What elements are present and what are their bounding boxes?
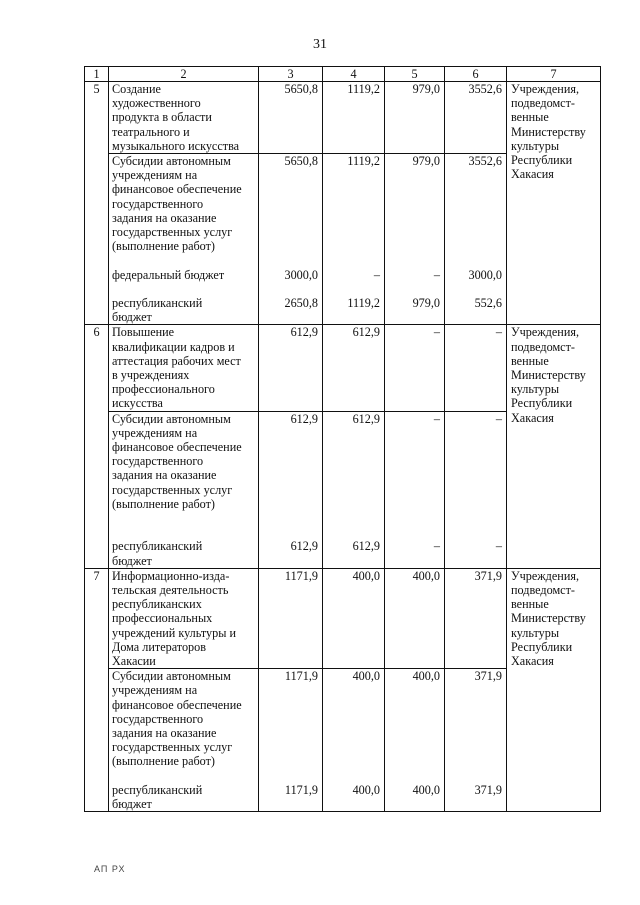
item-title — [109, 568, 259, 668]
text-line: Учреждения, — [511, 325, 579, 340]
text-line: финансовое обеспечение — [112, 697, 242, 712]
value-cell — [259, 669, 323, 812]
value-cell: 3552,6 — [445, 82, 507, 154]
table-row — [85, 82, 601, 154]
header-cell: 6 — [445, 67, 507, 82]
text-line: Дома литераторов — [112, 639, 206, 654]
subsidy-cell — [109, 411, 259, 568]
header-cell: 3 — [259, 67, 323, 82]
item-title — [109, 325, 259, 411]
value-cell — [385, 669, 445, 812]
value: 979,0 — [412, 154, 440, 169]
value-cell: – — [445, 325, 507, 411]
text-line: подведомст- — [511, 96, 575, 111]
value-cell: 371,9 — [445, 568, 507, 668]
text-line: театрального и — [112, 124, 190, 139]
text-line: аттестация рабочих мест — [112, 353, 241, 368]
value: – — [433, 411, 440, 426]
subsidy-cell — [109, 154, 259, 325]
value-cell: 612,9 — [259, 325, 323, 411]
text-line: культуры — [511, 382, 560, 397]
text-line: Учреждения, — [511, 82, 579, 96]
header-cell: 7 — [507, 67, 601, 82]
text-line: бюджет — [112, 553, 152, 568]
value-cell — [385, 411, 445, 568]
value: – — [495, 539, 502, 554]
text-line: Хакасия — [511, 410, 554, 425]
text-line: задания на оказание — [112, 468, 217, 483]
value-cell — [323, 669, 385, 812]
value-cell — [323, 154, 385, 325]
text-line: тельская деятельность — [112, 583, 229, 598]
item-title — [109, 82, 259, 154]
text-line: продукта в области — [112, 110, 212, 125]
text-line: подведомст- — [511, 339, 575, 354]
value-cell: 400,0 — [323, 568, 385, 668]
value: 3000,0 — [284, 267, 318, 282]
value: 3000,0 — [468, 267, 502, 282]
responsible-cell — [507, 82, 601, 325]
text-line: в учреждениях — [112, 368, 190, 383]
value: 400,0 — [352, 782, 380, 797]
value: – — [495, 411, 502, 426]
text-line: Субсидии автономным — [112, 669, 231, 684]
value-cell: 612,9 — [323, 325, 385, 411]
text-line: венные — [511, 110, 549, 125]
value-cell — [445, 669, 507, 812]
row-number: 6 — [85, 325, 109, 568]
page-number: 31 — [313, 37, 327, 52]
header-cell: 1 — [85, 67, 109, 82]
text-line: бюджет — [112, 797, 152, 812]
row-number: 7 — [85, 568, 109, 811]
text-line: государственного — [112, 196, 204, 211]
value-cell: 1119,2 — [323, 82, 385, 154]
value: – — [433, 267, 440, 282]
value: 371,9 — [474, 669, 502, 684]
budget-table — [84, 66, 601, 812]
text-line: государственного — [112, 711, 204, 726]
text-line: Республики — [511, 396, 573, 411]
value: 1171,9 — [284, 669, 318, 684]
value: 1119,2 — [347, 154, 380, 169]
text-line: (выполнение работ) — [112, 754, 215, 769]
text-line: венные — [511, 353, 549, 368]
text-line: государственных услуг — [112, 225, 233, 240]
responsible-cell — [507, 568, 601, 811]
header-cell: 4 — [323, 67, 385, 82]
text-line: Субсидии автономным — [112, 411, 231, 426]
text-line: республиканский — [112, 539, 203, 554]
text-line: подведомст- — [511, 583, 575, 598]
value: 5650,8 — [284, 154, 318, 169]
table-row — [85, 568, 601, 668]
text-line: республиканских — [112, 597, 202, 612]
text-line: Хакасия — [511, 167, 554, 182]
text-line: Повышение — [112, 325, 175, 340]
value-cell: 979,0 — [385, 82, 445, 154]
footer-mark: АП РХ — [94, 864, 126, 874]
text-line: Министерству — [511, 124, 586, 139]
text-line: Республики — [511, 639, 573, 654]
responsible-cell — [507, 325, 601, 568]
value-cell — [259, 154, 323, 325]
value: 1171,9 — [284, 782, 318, 797]
text-line: финансовое обеспечение — [112, 440, 242, 455]
value: 612,9 — [290, 411, 318, 426]
value: 979,0 — [412, 295, 440, 310]
text-line: профессионального — [112, 382, 215, 397]
value: 2650,8 — [284, 295, 318, 310]
text-line: Информационно-изда- — [112, 568, 230, 583]
text-line: Министерству — [511, 368, 586, 383]
value: 3552,6 — [468, 154, 502, 169]
text-line: задания на оказание — [112, 726, 217, 741]
value-cell — [259, 411, 323, 568]
value-cell: 400,0 — [385, 568, 445, 668]
value-cell: 5650,8 — [259, 82, 323, 154]
value-cell: 1171,9 — [259, 568, 323, 668]
value: 371,9 — [474, 782, 502, 797]
table-row — [85, 325, 601, 411]
value: 552,6 — [474, 295, 502, 310]
text-line: профессиональных — [112, 611, 213, 626]
text-line: Субсидии автономным — [112, 154, 231, 169]
text-line: искусства — [112, 396, 163, 411]
header-cell: 2 — [109, 67, 259, 82]
text-line: учреждениям на — [112, 683, 198, 698]
text-line: учреждений культуры и — [112, 625, 236, 640]
value-cell — [445, 154, 507, 325]
value: 400,0 — [352, 669, 380, 684]
text-line: республиканский — [112, 296, 203, 311]
text-line: государственных услуг — [112, 482, 233, 497]
text-line: финансовое обеспечение — [112, 182, 242, 197]
text-line: республиканский — [112, 782, 203, 797]
text-line: учреждениям на — [112, 425, 198, 440]
value: 612,9 — [352, 539, 380, 554]
value: 400,0 — [412, 669, 440, 684]
value: 612,9 — [290, 539, 318, 554]
text-line: учреждениям на — [112, 168, 198, 183]
header-cell: 5 — [385, 67, 445, 82]
text-line: квалификации кадров и — [112, 339, 235, 354]
text-line: культуры — [511, 138, 560, 153]
value-cell — [385, 154, 445, 325]
text-line: государственных услуг — [112, 740, 233, 755]
value-cell: – — [385, 325, 445, 411]
text-line: музыкального искусства — [112, 138, 240, 153]
text-line: венные — [511, 597, 549, 612]
value: 1119,2 — [347, 295, 380, 310]
text-line: (выполнение работ) — [112, 496, 215, 511]
text-line: задания на оказание — [112, 210, 217, 225]
text-line: художественного — [112, 96, 201, 111]
text-line: государственного — [112, 454, 204, 469]
value-cell — [445, 411, 507, 568]
text-line: культуры — [511, 625, 560, 640]
text-line: (выполнение работ) — [112, 239, 215, 254]
text-line: федеральный бюджет — [112, 267, 225, 282]
text-line: Республики — [511, 153, 573, 168]
text-line: бюджет — [112, 310, 152, 325]
value: 612,9 — [352, 411, 380, 426]
text-line: Хакасия — [511, 654, 554, 669]
row-number: 5 — [85, 82, 109, 325]
value: 400,0 — [412, 782, 440, 797]
text-line: Создание — [112, 82, 161, 96]
subsidy-cell — [109, 669, 259, 812]
value: – — [373, 267, 380, 282]
value-cell — [323, 411, 385, 568]
text-line: Хакасии — [112, 654, 156, 669]
table-header-row — [85, 67, 601, 82]
text-line: Учреждения, — [511, 568, 579, 583]
value: – — [433, 539, 440, 554]
text-line: Министерству — [511, 611, 586, 626]
